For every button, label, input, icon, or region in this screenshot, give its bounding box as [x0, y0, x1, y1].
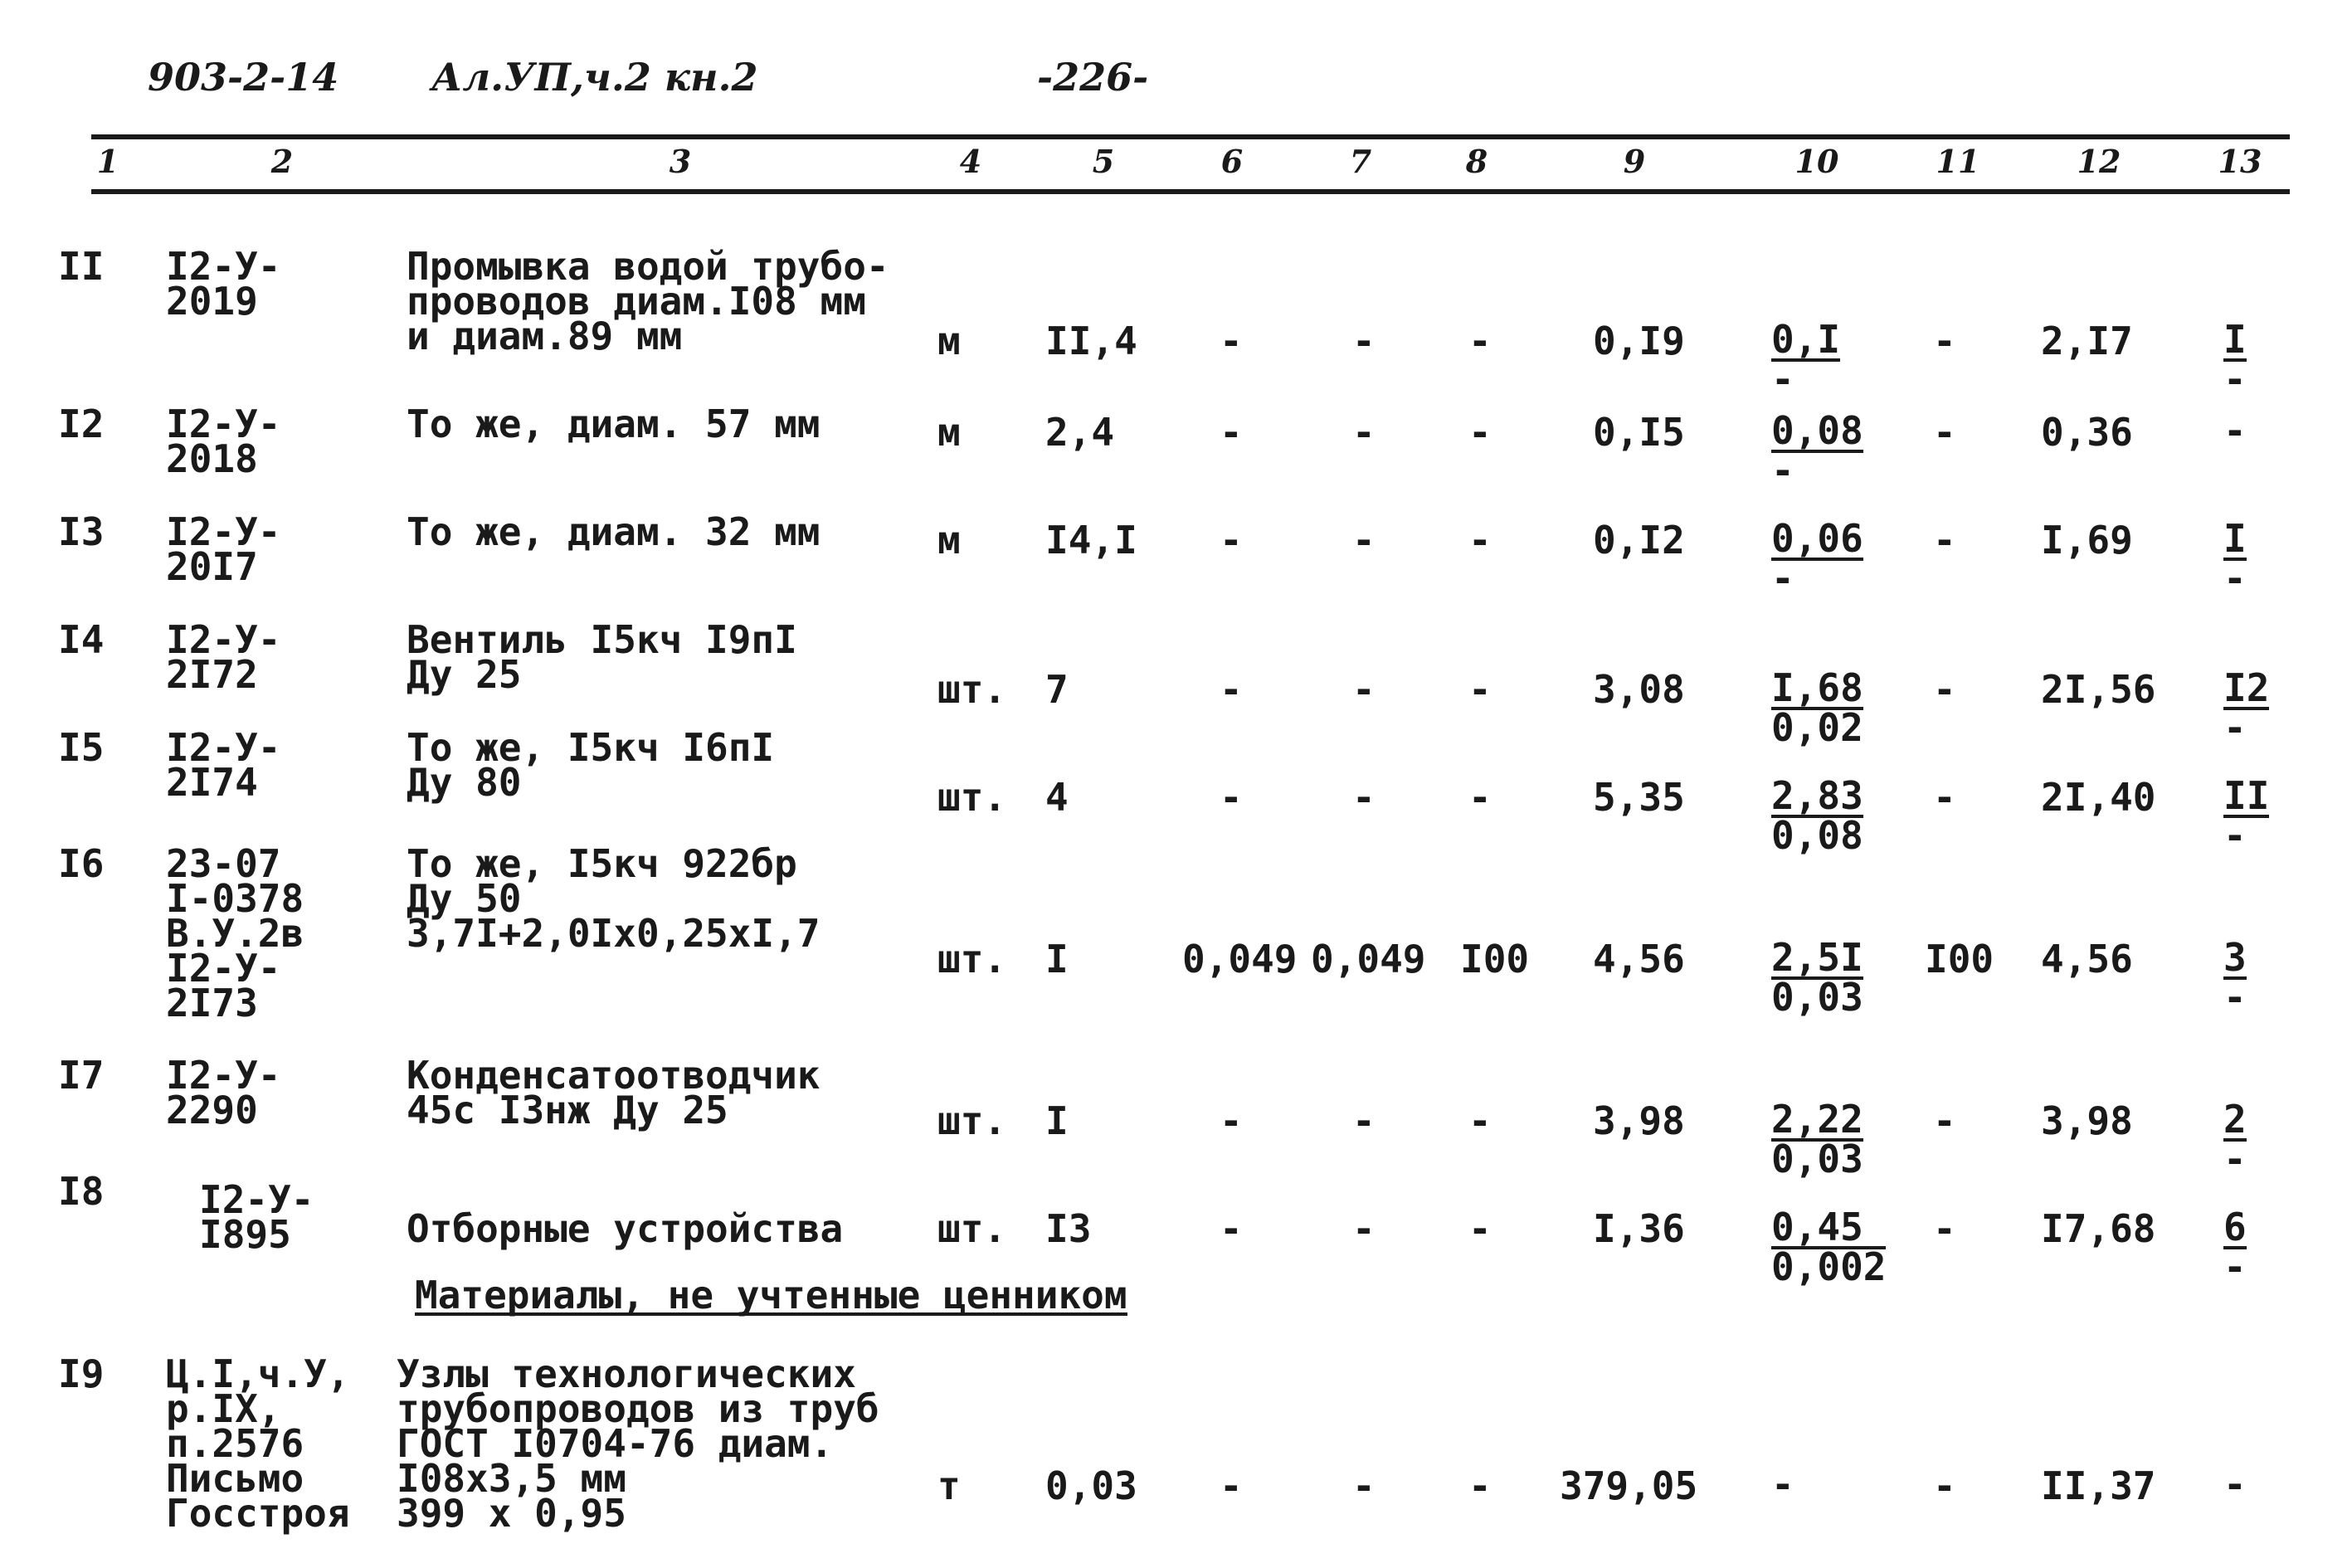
wage-fraction-numerator: 2,5I — [1771, 935, 1863, 980]
item-name-line: 399 x 0,95 — [397, 1491, 626, 1536]
unit-cost: 3,98 — [1593, 1098, 1685, 1143]
col-6-value: - — [1220, 775, 1243, 820]
unit-cost: 0,I2 — [1593, 518, 1685, 562]
wage-fraction-numerator: 2,22 — [1771, 1097, 1863, 1142]
unit: м — [937, 410, 961, 455]
wage-fraction — [1771, 665, 1863, 750]
wage-fraction-denominator: 0,03 — [1771, 1137, 1863, 1181]
col-7-value: - — [1352, 410, 1376, 455]
total-wage-fraction — [2223, 317, 2247, 402]
price-code-line: I2-У- — [166, 617, 281, 662]
row-number: I6 — [58, 841, 105, 886]
price-code-line: I2-У- — [166, 946, 281, 991]
price-code-line: п.2576 — [166, 1421, 304, 1466]
item-name-line: Конденсатоотводчик — [407, 1053, 821, 1098]
column-number-12: 12 — [2077, 143, 2121, 180]
total-wage-fraction-numerator: - — [2223, 1462, 2247, 1507]
price-code-line: I2-У- — [166, 509, 281, 554]
price-code-line: Госстроя — [166, 1491, 350, 1536]
column-number-8: 8 — [1465, 143, 1488, 180]
unit: м — [937, 319, 961, 363]
col-8-value: - — [1468, 518, 1492, 562]
wage-fraction-denominator: 0,02 — [1771, 705, 1863, 750]
item-name-line: Ду 80 — [407, 760, 522, 805]
item-name-line: трубопроводов из труб — [397, 1386, 879, 1431]
item-name-line: Ду 50 — [407, 876, 522, 921]
column-number-2: 2 — [270, 143, 294, 180]
item-name — [407, 402, 821, 446]
header-top-rule — [91, 134, 2290, 139]
col-6-value: - — [1220, 518, 1243, 562]
col-8-value: - — [1468, 1463, 1492, 1508]
column-number-5: 5 — [1092, 143, 1115, 180]
total-wage-fraction-numerator: I2 — [2223, 665, 2270, 710]
item-name — [407, 244, 889, 358]
row-number: I7 — [58, 1053, 105, 1098]
total-wage-fraction-numerator: 3 — [2223, 935, 2247, 980]
total-wage-fraction-numerator: I — [2223, 516, 2247, 561]
col-6-value: - — [1220, 319, 1243, 363]
page-number: -226- — [1037, 55, 1149, 100]
price-code — [166, 244, 281, 324]
col-8-value: - — [1468, 667, 1492, 712]
total-wage-fraction-numerator: 2 — [2223, 1097, 2247, 1142]
item-name-line: То же, I5кч 922бр — [407, 841, 797, 886]
unit: шт. — [937, 667, 1007, 712]
total-cost: 4,56 — [2041, 937, 2133, 981]
album-reference: Ал.УП,ч.2 кн.2 — [431, 55, 758, 100]
item-name-line: I08x3,5 мм — [397, 1456, 626, 1501]
quantity: 7 — [1045, 667, 1069, 712]
wage-fraction — [1771, 408, 1863, 493]
unit-cost: 0,I9 — [1593, 319, 1685, 363]
col-7-value: - — [1352, 667, 1376, 712]
total-wage-fraction — [2223, 1462, 2247, 1507]
col-8-value: - — [1468, 775, 1492, 820]
column-number-10: 10 — [1794, 143, 1839, 180]
col-11-value: - — [1933, 1206, 1956, 1251]
col-6-value: - — [1220, 1098, 1243, 1143]
wage-fraction-numerator: 2,83 — [1771, 773, 1863, 818]
project-code: 903-2-14 — [148, 55, 339, 100]
quantity: I3 — [1045, 1206, 1092, 1251]
total-wage-fraction — [2223, 1097, 2247, 1181]
col-7-value: - — [1352, 775, 1376, 820]
price-code-line: I2-У- — [166, 1053, 281, 1098]
quantity: I — [1045, 1098, 1069, 1143]
price-code-line: 2I73 — [166, 981, 258, 1025]
col-7-value: - — [1352, 1463, 1376, 1508]
col-6-value: - — [1220, 1463, 1243, 1508]
total-wage-fraction-denominator: - — [2223, 813, 2247, 858]
item-name — [407, 617, 797, 697]
item-name-line: 3,7I+2,0Ix0,25xI,7 — [407, 911, 821, 956]
unit-cost: I,36 — [1593, 1206, 1685, 1251]
unit: шт. — [937, 775, 1007, 820]
quantity: I — [1045, 937, 1069, 981]
wage-fraction — [1771, 516, 1863, 601]
section-title: Материалы, не учтенные ценником — [415, 1273, 1127, 1317]
quantity: 4 — [1045, 775, 1069, 820]
total-wage-fraction-numerator: I — [2223, 317, 2247, 362]
total-cost: II,37 — [2041, 1463, 2156, 1508]
total-wage-fraction — [2223, 935, 2247, 1020]
col-6-value: - — [1220, 667, 1243, 712]
price-code-line: р.IX, — [166, 1386, 281, 1431]
wage-fraction-denominator: - — [1771, 448, 1794, 493]
unit: шт. — [937, 1098, 1007, 1143]
unit: т — [937, 1463, 961, 1508]
row-number: I9 — [58, 1351, 105, 1396]
total-wage-fraction-numerator: - — [2223, 408, 2247, 453]
col-11-value: I00 — [1925, 937, 1994, 981]
col-8-value: - — [1468, 410, 1492, 455]
col-11-value: - — [1933, 667, 1956, 712]
quantity: I4,I — [1045, 518, 1137, 562]
price-code-line: В.У.2в — [166, 911, 304, 956]
unit-cost: 5,35 — [1593, 775, 1685, 820]
item-name-line: Узлы технологических — [397, 1351, 856, 1396]
price-code-line: 2290 — [166, 1088, 258, 1132]
total-wage-fraction-denominator: - — [2223, 705, 2247, 750]
total-wage-fraction-denominator: - — [2223, 1244, 2247, 1289]
price-code — [166, 509, 281, 589]
item-name-line: Отборные устройства — [407, 1206, 844, 1251]
item-name — [407, 1206, 844, 1251]
wage-fraction — [1771, 1462, 1794, 1507]
col-6-value: - — [1220, 1206, 1243, 1251]
wage-fraction — [1771, 1205, 1887, 1289]
col-7-value: 0,049 — [1311, 937, 1426, 981]
column-number-13: 13 — [2218, 143, 2262, 180]
price-code-line: 2I72 — [166, 652, 258, 697]
unit-cost: 4,56 — [1593, 937, 1685, 981]
col-8-value: - — [1468, 319, 1492, 363]
row-number: I2 — [58, 402, 105, 446]
item-name-line: Ду 25 — [407, 652, 522, 697]
row-number: I5 — [58, 725, 105, 770]
price-code — [199, 1177, 314, 1257]
price-code-line: 2018 — [166, 436, 258, 481]
col-11-value: - — [1933, 319, 1956, 363]
col-7-value: - — [1352, 319, 1376, 363]
row-number: I8 — [58, 1169, 105, 1214]
item-name-line: 45с I3нж Ду 25 — [407, 1088, 728, 1132]
total-cost: 2I,56 — [2041, 667, 2156, 712]
column-number-7: 7 — [1349, 143, 1372, 180]
price-code — [166, 402, 281, 481]
row-number: I4 — [58, 617, 105, 662]
column-number-9: 9 — [1623, 143, 1646, 180]
price-code-line: 2019 — [166, 279, 258, 324]
price-code-line: I-0378 — [166, 876, 304, 921]
col-6-value: 0,049 — [1182, 937, 1298, 981]
total-wage-fraction — [2223, 408, 2247, 453]
total-wage-fraction-denominator: - — [2223, 556, 2247, 601]
price-code-line: I895 — [199, 1212, 291, 1257]
price-code — [166, 841, 304, 1025]
column-number-3: 3 — [669, 143, 692, 180]
price-code-line: 2I74 — [166, 760, 258, 805]
quantity: 2,4 — [1045, 410, 1115, 455]
wage-fraction-denominator: - — [1771, 556, 1794, 601]
price-code-line: I2-У- — [199, 1177, 314, 1222]
total-wage-fraction-denominator: - — [2223, 357, 2247, 402]
quantity: II,4 — [1045, 319, 1137, 363]
item-name-line: То же, диам. 32 мм — [407, 509, 821, 554]
wage-fraction-numerator: 0,08 — [1771, 408, 1863, 453]
col-11-value: - — [1933, 1098, 1956, 1143]
total-wage-fraction — [2223, 665, 2270, 750]
col-8-value: - — [1468, 1206, 1492, 1251]
item-name — [397, 1351, 879, 1536]
item-name-line: Вентиль I5кч I9пI — [407, 617, 797, 662]
unit-cost: 0,I5 — [1593, 410, 1685, 455]
price-code-line: I2-У- — [166, 725, 281, 770]
item-name-line: Промывка водой трубо- — [407, 244, 889, 289]
price-code-line: I2-У- — [166, 244, 281, 289]
col-7-value: - — [1352, 518, 1376, 562]
item-name-line: проводов диам.I08 мм — [407, 279, 866, 324]
total-wage-fraction — [2223, 773, 2270, 858]
wage-fraction — [1771, 773, 1863, 858]
price-code-line: Письмо — [166, 1456, 304, 1501]
wage-fraction — [1771, 1097, 1863, 1181]
column-number-4: 4 — [959, 143, 982, 180]
column-number-1: 1 — [96, 143, 119, 180]
col-11-value: - — [1933, 775, 1956, 820]
wage-fraction-denominator: 0,03 — [1771, 975, 1863, 1020]
unit-cost: 3,08 — [1593, 667, 1685, 712]
item-name — [407, 841, 821, 956]
price-code-line: I2-У- — [166, 402, 281, 446]
col-11-value: - — [1933, 1463, 1956, 1508]
row-number: II — [58, 244, 105, 289]
total-wage-fraction-denominator: - — [2223, 1137, 2247, 1181]
price-code-line: 23-07 — [166, 841, 281, 886]
total-cost: I,69 — [2041, 518, 2133, 562]
price-code-line: Ц.I,ч.У, — [166, 1351, 350, 1396]
column-number-6: 6 — [1220, 143, 1244, 180]
unit: шт. — [937, 1206, 1007, 1251]
total-wage-fraction — [2223, 1205, 2247, 1289]
wage-fraction-numerator: - — [1771, 1462, 1794, 1507]
price-code — [166, 725, 281, 805]
item-name — [407, 509, 821, 554]
col-11-value: - — [1933, 518, 1956, 562]
wage-fraction-denominator: 0,08 — [1771, 813, 1863, 858]
price-code — [166, 1351, 350, 1536]
total-cost: 2,I7 — [2041, 319, 2133, 363]
total-wage-fraction-numerator: 6 — [2223, 1205, 2247, 1249]
col-8-value: - — [1468, 1098, 1492, 1143]
total-cost: 0,36 — [2041, 410, 2133, 455]
wage-fraction — [1771, 317, 1841, 402]
item-name — [407, 725, 775, 805]
quantity: 0,03 — [1045, 1463, 1137, 1508]
col-7-value: - — [1352, 1206, 1376, 1251]
item-name-line: и диам.89 мм — [407, 314, 683, 358]
unit: шт. — [937, 937, 1007, 981]
total-wage-fraction — [2223, 516, 2247, 601]
total-wage-fraction-numerator: II — [2223, 773, 2270, 818]
header-bottom-rule — [91, 189, 2290, 194]
wage-fraction-denominator: - — [1771, 357, 1794, 402]
price-code-line: 20I7 — [166, 544, 258, 589]
wage-fraction-numerator: 0,45 — [1771, 1210, 1886, 1249]
column-number-11: 11 — [1936, 143, 1980, 180]
col-6-value: - — [1220, 410, 1243, 455]
wage-fraction-numerator: 0,06 — [1771, 516, 1863, 561]
col-11-value: - — [1933, 410, 1956, 455]
item-name-line: То же, I5кч I6пI — [407, 725, 775, 770]
wage-fraction — [1771, 935, 1863, 1020]
total-cost: 3,98 — [2041, 1098, 2133, 1143]
unit-cost: 379,05 — [1560, 1463, 1698, 1508]
price-code — [166, 617, 281, 697]
item-name — [407, 1053, 821, 1132]
price-code — [166, 1053, 281, 1132]
item-name-line: ГОСТ I0704-76 диам. — [397, 1421, 834, 1466]
item-name-line: То же, диам. 57 мм — [407, 402, 821, 446]
unit: м — [937, 518, 961, 562]
wage-fraction-numerator: 0,I — [1771, 317, 1841, 362]
col-8-value: I00 — [1460, 937, 1530, 981]
col-7-value: - — [1352, 1098, 1376, 1143]
total-cost: I7,68 — [2041, 1206, 2156, 1251]
row-number: I3 — [58, 509, 105, 554]
total-wage-fraction-denominator: - — [2223, 975, 2247, 1020]
total-cost: 2I,40 — [2041, 775, 2156, 820]
wage-fraction-denominator: 0,002 — [1771, 1244, 1887, 1289]
wage-fraction-numerator: I,68 — [1771, 665, 1863, 710]
